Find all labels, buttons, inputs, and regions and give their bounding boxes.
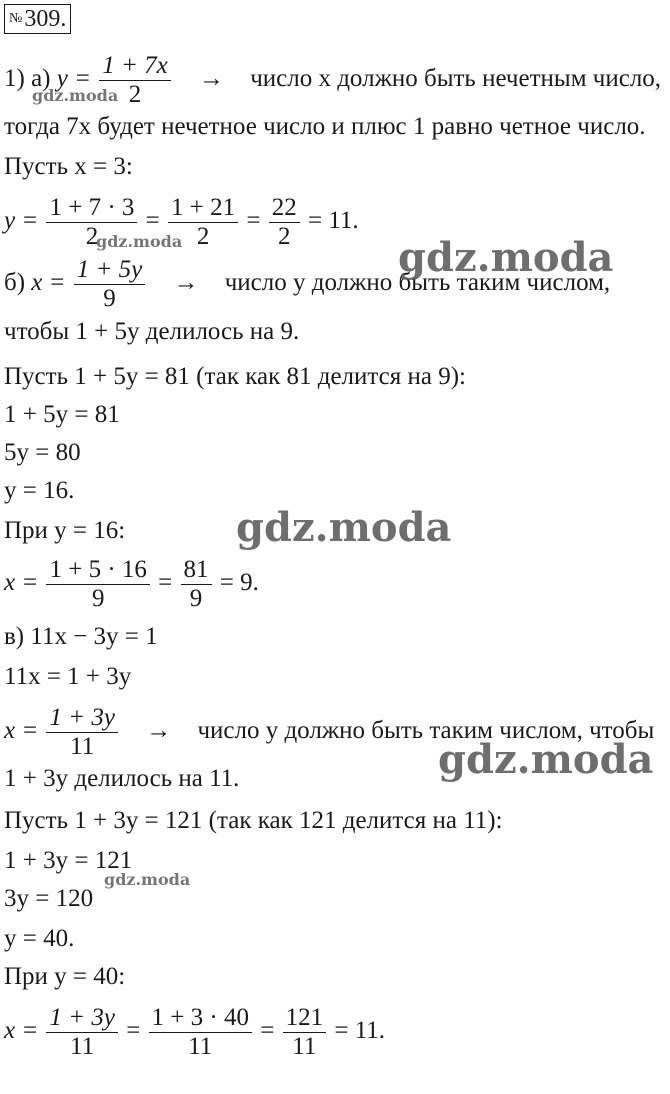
part-b-calculation <box>4 556 259 613</box>
part-b-fraction <box>74 256 145 313</box>
part-c-when: При y = 40: <box>4 963 126 990</box>
part-c-calc-frac1-den: 11 <box>70 1033 95 1060</box>
part-a-calc-frac3-den: 2 <box>277 223 291 250</box>
part-c-calc-frac2-den: 11 <box>188 1033 213 1060</box>
part-c-step3: 3y = 120 <box>4 885 94 912</box>
part-b-step1: 1 + 5y = 81 <box>4 401 120 428</box>
part-c-calc-frac1 <box>46 1004 117 1061</box>
part-c-text2: 1 + 3y делилось на 11. <box>4 765 240 792</box>
part-a-calc-frac2-den: 2 <box>196 223 210 250</box>
part-b-text2: чтобы 1 + 5y делилось на 9. <box>4 318 300 345</box>
part-a-let: Пусть x = 3: <box>4 153 133 180</box>
part-b-text1: число y должно быть таким числом, <box>224 269 611 297</box>
part-c-calc-eq1: = <box>126 1017 141 1045</box>
part-c-step4: y = 40. <box>4 925 75 952</box>
part-c-denominator: 11 <box>70 733 95 760</box>
part-b-calc-frac1-den: 9 <box>91 585 105 612</box>
part-a-calc-lhs: y = <box>4 207 39 235</box>
part-b-label: б) <box>4 269 26 297</box>
part-a-numerator: 1 + 7x <box>99 52 170 81</box>
part-c-calc-result: = 11. <box>334 1017 386 1045</box>
part-c-let: Пусть 1 + 3y = 121 (так как 121 делится на 11): <box>4 807 503 834</box>
part-c-calculation <box>4 1004 385 1061</box>
part-c-numerator: 1 + 3y <box>46 704 117 733</box>
part-b-calc-frac2 <box>181 556 212 613</box>
part-a-calc-frac3-num: 22 <box>269 194 300 223</box>
part-b-let: Пусть 1 + 5y = 81 (так как 81 делится на 9): <box>4 363 466 390</box>
part-a-calc-result: = 11. <box>307 207 359 235</box>
part-b-calc-frac1-num: 1 + 5 · 16 <box>46 556 149 585</box>
part-a-calc-frac1-num: 1 + 7 · 3 <box>46 194 137 223</box>
watermark-2: gdz.moda <box>96 232 183 251</box>
watermark-6: gdz.moda <box>104 870 191 889</box>
part-b-when: При y = 16: <box>4 517 126 544</box>
part-b-calc-eq1: = <box>158 569 173 597</box>
watermark-4: gdz.moda <box>236 504 452 551</box>
part-c-lhs: x = <box>4 717 39 745</box>
part-b-calc-frac1 <box>46 556 149 613</box>
part-b-denominator: 9 <box>103 285 116 312</box>
part-a-text1: число x должно быть нечетным число, <box>250 65 662 93</box>
part-a-denominator: 2 <box>128 81 142 108</box>
part-c-calc-frac3-num: 121 <box>283 1004 327 1033</box>
part-a-calc-frac2-num: 1 + 21 <box>168 194 238 223</box>
part-c-calc-frac1-num: 1 + 3y <box>46 1004 117 1033</box>
part-c-calc-frac3 <box>283 1004 327 1061</box>
part-b-calc-lhs: x = <box>4 569 39 597</box>
part-c-calc-frac2 <box>149 1004 252 1061</box>
part-a-calc-eq2: = <box>246 207 261 235</box>
part-c-arrow: → <box>146 717 172 745</box>
part-b-calc-result: = 9. <box>219 569 259 597</box>
part-c-calc-eq2: = <box>260 1017 275 1045</box>
part-b-step2: 5y = 80 <box>4 439 81 466</box>
watermark-5: gdz.moda <box>438 736 654 783</box>
watermark-1: gdz.moda <box>32 86 119 105</box>
problem-number: 309. <box>24 6 67 32</box>
part-b-step3: y = 16. <box>4 477 75 504</box>
part-c-step2: 1 + 3y = 121 <box>4 847 133 874</box>
part-b-arrow: → <box>173 269 199 297</box>
problem-number-box <box>4 4 71 34</box>
part-a-label: 1) а) <box>4 65 51 93</box>
number-sign: № <box>9 11 23 26</box>
part-c-fraction <box>46 704 117 761</box>
part-c-text1: число y должно быть таким числом, чтобы <box>197 717 655 745</box>
part-a-text2: тогда 7x будет нечетное число и плюс 1 равно четное число. <box>4 113 646 140</box>
part-a-calc-frac3 <box>269 194 300 251</box>
part-c-calc-frac3-den: 11 <box>292 1033 317 1060</box>
part-b-lhs: x = <box>31 269 66 297</box>
watermark-3: gdz.moda <box>398 234 614 281</box>
part-c-step1: 11x = 1 + 3y <box>4 663 132 690</box>
part-b-calc-frac2-num: 81 <box>181 556 212 585</box>
part-c-label: в) 11x − 3y = 1 <box>4 623 158 650</box>
part-c-calc-lhs: x = <box>4 1017 39 1045</box>
part-a-lhs: y = <box>56 65 91 93</box>
part-c-calc-frac2-num: 1 + 3 · 40 <box>149 1004 252 1033</box>
part-b-numerator: 1 + 5y <box>74 256 145 285</box>
part-a-calc-eq1: = <box>145 207 160 235</box>
part-a-arrow: → <box>198 65 224 93</box>
part-b-calc-frac2-den: 9 <box>189 585 203 612</box>
part-a-calc-frac1-den: 2 <box>85 223 99 250</box>
